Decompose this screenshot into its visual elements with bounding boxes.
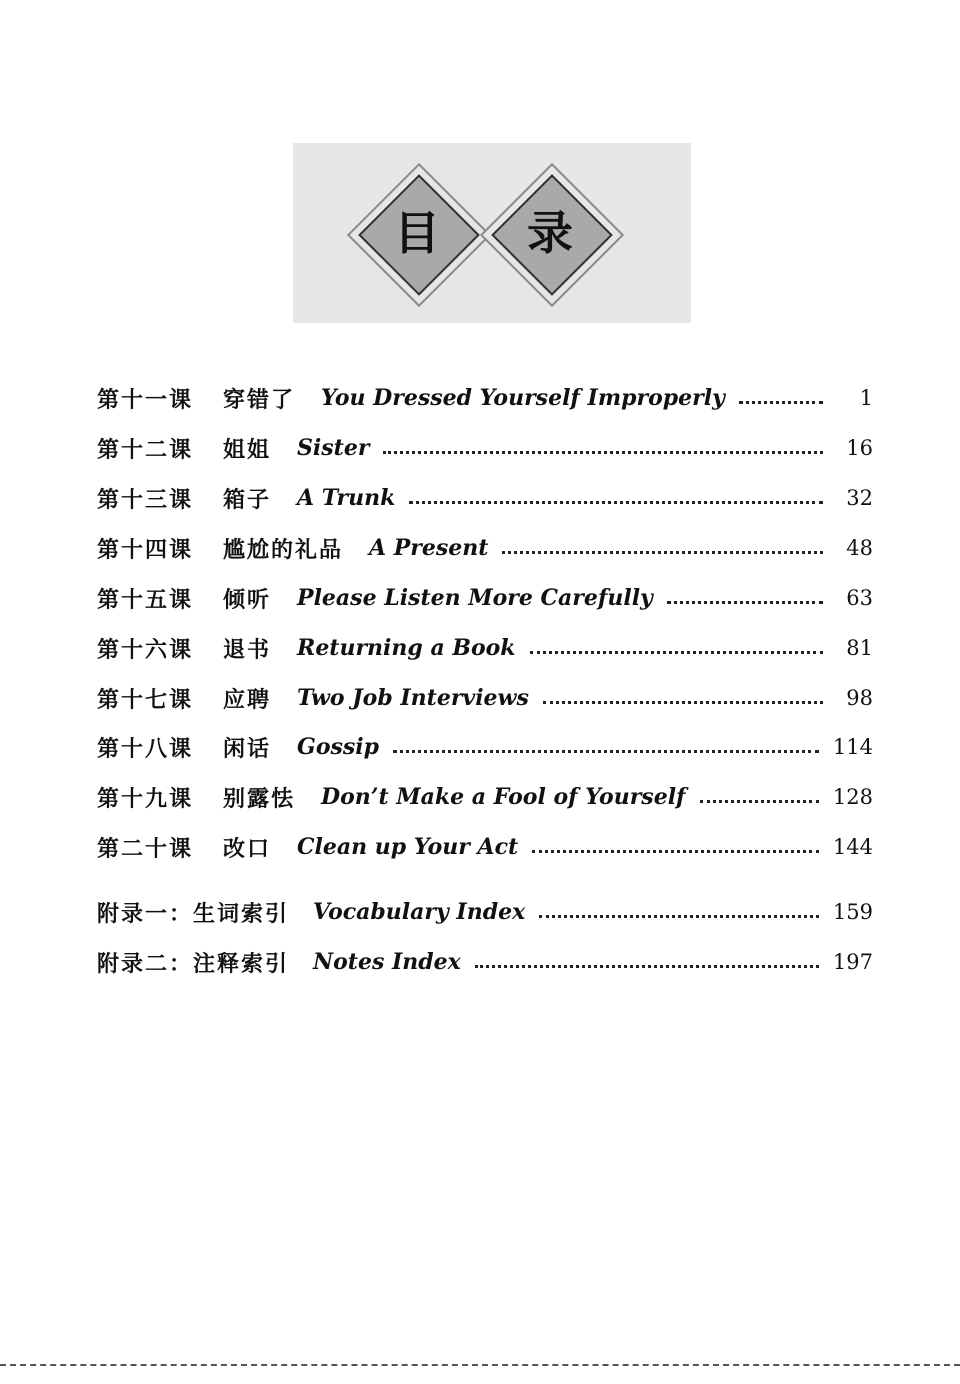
page-number: 159 <box>832 900 873 924</box>
english-title: Don’t Make a Fool of Yourself <box>321 784 686 810</box>
chinese-title: 退书 <box>223 637 272 663</box>
page-number: 16 <box>846 436 873 460</box>
english-title: A Present <box>369 535 489 561</box>
lesson-number: 第十九课 <box>97 786 194 812</box>
toc-entry[interactable] <box>97 428 873 468</box>
toc-entry[interactable] <box>97 678 873 718</box>
page-number: 1 <box>859 386 873 410</box>
english-title: You Dressed Yourself Improperly <box>321 385 725 411</box>
toc-entry[interactable] <box>97 827 873 867</box>
page-number: 81 <box>846 636 873 660</box>
chinese-title: 应聘 <box>223 687 272 713</box>
heading-char-lu: 录 <box>527 206 573 260</box>
toc-entry[interactable] <box>97 478 873 518</box>
chinese-title: 姐姐 <box>223 437 272 463</box>
dot-leader <box>393 750 819 753</box>
heading-char-mu: 目 <box>394 206 440 260</box>
dot-leader <box>475 965 819 968</box>
lesson-number: 第十四课 <box>97 537 194 563</box>
dot-leader <box>502 551 823 554</box>
dot-leader <box>539 915 819 918</box>
chinese-title: 倾听 <box>223 587 272 613</box>
english-title: Notes Index <box>313 949 461 975</box>
appendix-label: 附录二：注释索引 <box>97 951 290 977</box>
english-title: A Trunk <box>297 485 396 511</box>
page-number: 128 <box>832 785 873 809</box>
english-title: Two Job Interviews <box>297 685 529 711</box>
chinese-title: 闲话 <box>223 736 272 762</box>
chinese-title: 尴尬的礼品 <box>223 537 344 563</box>
chinese-title: 箱子 <box>223 487 272 513</box>
toc-entry[interactable] <box>97 777 873 817</box>
dot-leader <box>409 501 823 504</box>
lesson-number: 第十五课 <box>97 587 194 613</box>
scan-edge-divider <box>0 1364 960 1366</box>
dot-leader <box>700 800 819 803</box>
dot-leader <box>532 850 819 853</box>
lesson-number: 第二十课 <box>97 836 194 862</box>
chinese-title: 穿错了 <box>223 387 296 413</box>
appendix-label: 附录一：生词索引 <box>97 901 290 927</box>
toc-entry[interactable] <box>97 628 873 668</box>
appendix-entry[interactable] <box>97 942 873 982</box>
page-number: 48 <box>846 536 873 560</box>
english-title: Gossip <box>297 734 380 760</box>
appendix-entry[interactable] <box>97 892 873 932</box>
page-number: 144 <box>832 835 873 859</box>
toc-entry[interactable] <box>97 378 873 418</box>
english-title: Clean up Your Act <box>297 834 519 860</box>
page-number: 98 <box>846 686 873 710</box>
lesson-number: 第十八课 <box>97 736 194 762</box>
dot-leader <box>543 701 823 704</box>
toc-entry[interactable] <box>97 727 873 767</box>
english-title: Please Listen More Carefully <box>297 585 653 611</box>
page-number: 197 <box>832 950 873 974</box>
lesson-number: 第十六课 <box>97 637 194 663</box>
dot-leader <box>383 451 823 454</box>
toc-entry[interactable] <box>97 578 873 618</box>
dot-leader <box>667 601 823 604</box>
lesson-number: 第十一课 <box>97 387 194 413</box>
toc-heading-box <box>293 143 691 323</box>
lesson-number: 第十二课 <box>97 437 194 463</box>
page-number: 32 <box>846 486 873 510</box>
lesson-number: 第十三课 <box>97 487 194 513</box>
page-number: 114 <box>832 735 873 759</box>
lesson-number: 第十七课 <box>97 687 194 713</box>
toc-entry[interactable] <box>97 528 873 568</box>
english-title: Vocabulary Index <box>313 899 526 925</box>
english-title: Sister <box>297 435 370 461</box>
dot-leader <box>530 651 823 654</box>
page-number: 63 <box>846 586 873 610</box>
chinese-title: 改口 <box>223 836 272 862</box>
chinese-title: 别露怯 <box>223 786 296 812</box>
english-title: Returning a Book <box>297 635 516 661</box>
dot-leader <box>739 401 823 404</box>
